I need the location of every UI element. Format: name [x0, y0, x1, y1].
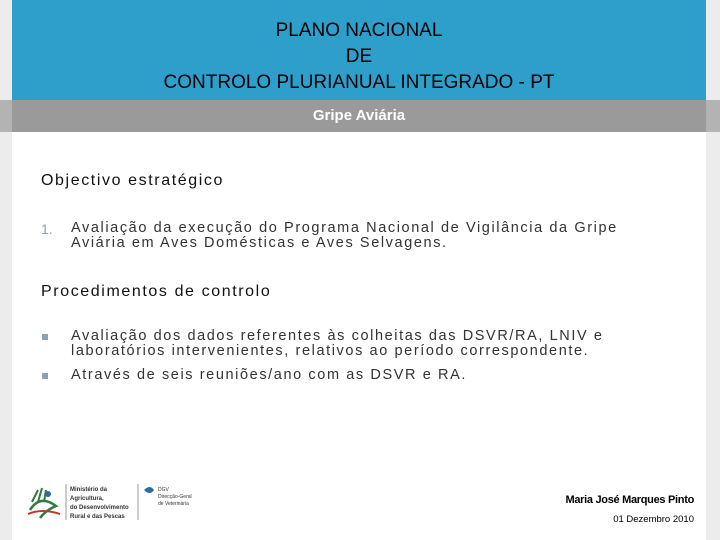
ministry-logo	[26, 480, 196, 522]
presentation-date: 01 Dezembro 2010	[613, 514, 694, 525]
square-bullet-icon	[42, 373, 48, 379]
list-item	[71, 329, 691, 359]
list-item	[71, 368, 691, 383]
list-item-line: laboratórios intervenientes, relativos ao período correspondente.	[71, 343, 590, 359]
subtitle: Gripe Aviária	[12, 100, 706, 132]
slide-header	[12, 0, 706, 100]
section-title-procedures: Procedimentos de controlo	[41, 283, 272, 300]
logo-text-line: Agricultura,	[70, 496, 104, 502]
list-number: 1.	[41, 221, 53, 237]
list-item	[71, 221, 691, 251]
list-item-line: Aviária em Aves Domésticas e Aves Selvagens.	[71, 235, 448, 251]
subtitle-bar	[0, 100, 720, 132]
slide-content	[12, 132, 706, 540]
logo2-text-line: DGV	[158, 487, 169, 493]
list-item-line: Avaliação da execução do Programa Nacional de Vigilância da Gripe	[71, 220, 618, 236]
header-title-line-3: CONTROLO PLURIANUAL INTEGRADO - PT	[163, 72, 555, 93]
logo-text-line: Rural e das Pescas	[70, 514, 125, 520]
list-item-line: Avaliação dos dados referentes às colheitas das DSVR/RA, LNIV e	[71, 328, 604, 344]
ministry-emblem-icon	[26, 480, 196, 522]
logo2-text-line: de Veterinária	[158, 501, 189, 507]
square-bullet-icon	[42, 334, 48, 340]
logo-text-line: do Desenvolvimento	[70, 505, 129, 511]
logo2-text-line: Direcção-Geral	[158, 494, 192, 500]
author-name: Maria José Marques Pinto	[565, 494, 694, 506]
logo-text-line: Ministério da	[70, 487, 108, 493]
header-title-line-2: DE	[345, 46, 373, 67]
header-title-line-1: PLANO NACIONAL	[275, 20, 443, 41]
section-title-objective: Objectivo estratégico	[41, 172, 225, 189]
list-item-line: Através de seis reuniões/ano com as DSVR e RA.	[71, 367, 467, 383]
